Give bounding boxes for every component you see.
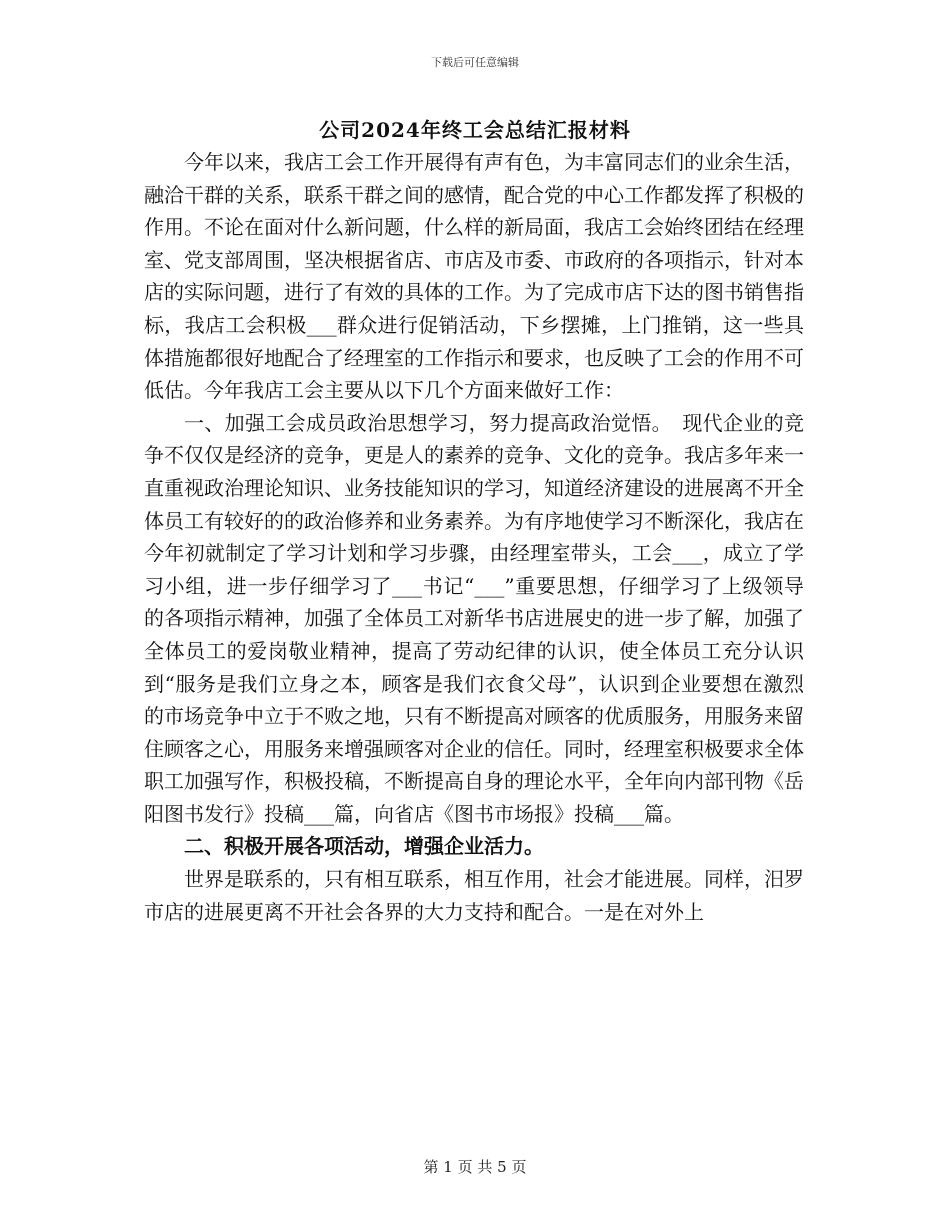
paragraph-intro: 今年以来，我店工会工作开展得有声有色，为丰富同志们的业余生活，融洽干群的关系，联系干群之间的感情，配合党的中心工作都发挥了积极的作用。不论在面对什么新问题，什么样的新局面，我店工会始终团结在经理室、党支部周围，坚决根据省店、市店及市委、市政府的各项指示，针对本店的实际问题，进行了有效的具体的工作。为了完成市店下达的图书销售指标，我店工会积极___群众进行促销活动，下乡摆摊，上门推销，这一些具体措施都很好地配合了经理室的工作指示和要求，也反映了工会的作用不可低估。今年我店工会主要从以下几个方面来做好工作： <box>144 150 804 403</box>
document-title: 公司2024年终工会总结汇报材料 <box>319 118 631 142</box>
paragraph-section-2: 世界是联系的，只有相互联系，相互作用，社会才能进展。同样，汨罗市店的进展更离不开社会各界的大力支持和配合。一是在对外上 <box>144 867 804 924</box>
document-body <box>144 146 804 928</box>
page-number: 第 1 页 共 5 页 <box>423 1158 527 1176</box>
page-header-note: 下载后可任意编辑 <box>431 56 519 69</box>
section-heading-2: 二、积极开展各项活动，增强企业活力。 <box>184 834 544 859</box>
paragraph-section-1: 一、加强工会成员政治思想学习，努力提高政治觉悟。 现代企业的竞争不仅仅是经济的竞争，更是人的素养的竞争、文化的竞争。我店多年来一直重视政治理论知识、业务技能知识的学习，知道经济建设的进展离不开全体员工有较好的的政治修养和业务素养。为有序地使学习不断深化，我店在今年初就制定了学习计划和学习步骤，由经理室带头，工会___，成立了学习小组，进一步仔细学习了___书记“___”重要思想，仔细学习了上级领导的各项指示精神，加强了全体员工对新华书店进展史的进一步了解，加强了全体员工的爱岗敬业精神，提高了劳动纪律的认识，使全体员工充分认识到“服务是我们立身之本，顾客是我们衣食父母”，认识到企业要想在激烈的市场竞争中立于不败之地，只有不断提高对顾客的优质服务，用服务来留住顾客之心，用服务来增强顾客对企业的信任。同时，经理室积极要求全体职工加强写作，积极投稿，不断提高自身的理论水平，全年向内部刊物《岳阳图书发行》投稿___篇，向省店《图书市场报》投稿___篇。 <box>144 410 804 826</box>
